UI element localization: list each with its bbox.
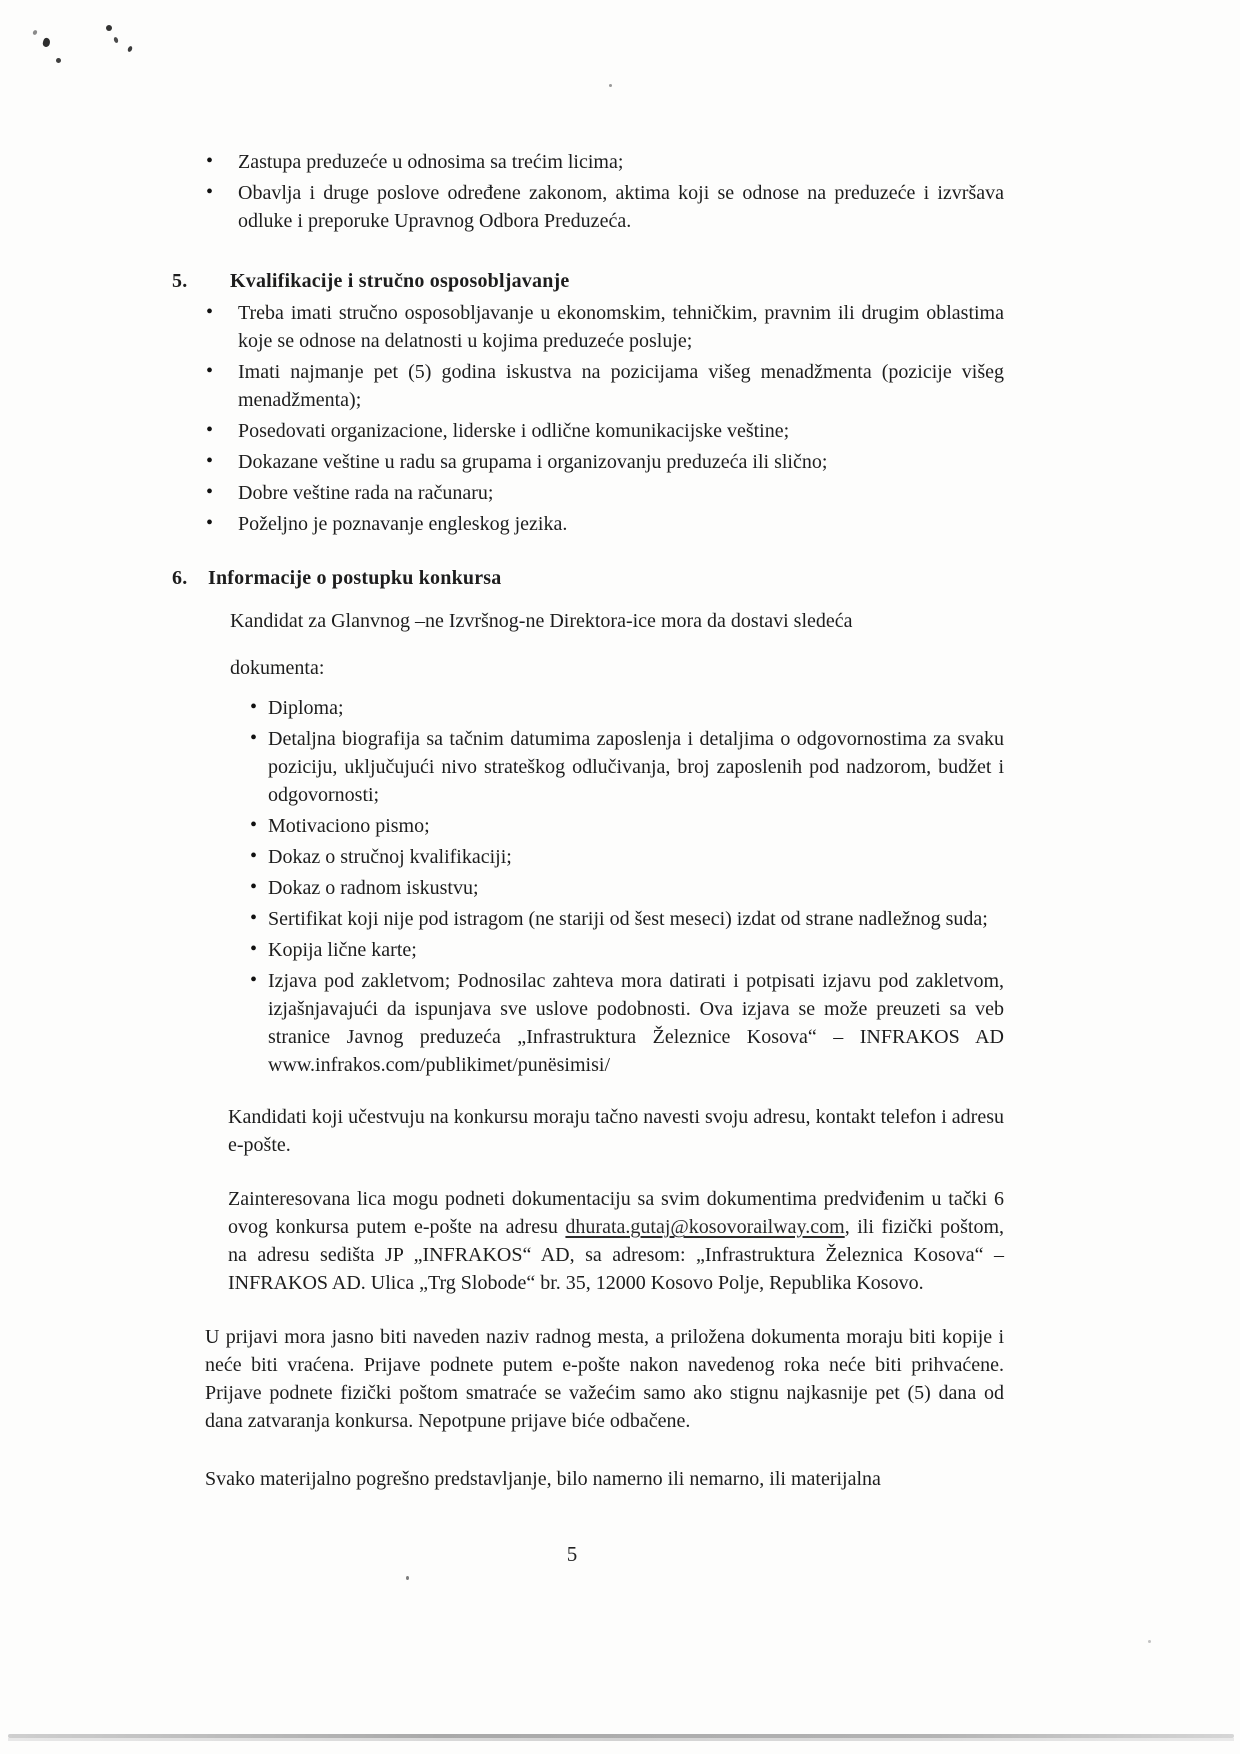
list-item — [172, 448, 1004, 476]
list-item — [172, 936, 1004, 964]
bullet-icon: • — [206, 181, 214, 203]
list-item — [172, 843, 1004, 871]
page-number: 5 — [566, 1542, 578, 1566]
list-item — [172, 479, 1004, 507]
bullet-icon: • — [206, 512, 214, 534]
bullet-text: Diploma; — [268, 697, 344, 719]
section-6-intro — [230, 598, 1004, 692]
bullet-icon: • — [250, 696, 258, 718]
list-item — [172, 358, 1004, 414]
bullet-text: Poželjno je poznavanje engleskog jezika. — [238, 513, 568, 535]
scan-speck — [609, 84, 612, 87]
required-documents-bullet-list — [172, 694, 1004, 1079]
scan-speck — [1148, 1640, 1151, 1643]
bullet-text: Detaljna biografija sa tačnim datumima zaposlenja i detaljima o odgovornostima za svaku poziciju, uključujući nivo strateškog odlučivanja, broj zaposlenih pod nadzorom, budžet i odgovornosti; — [268, 728, 1004, 806]
section-number: 6. — [172, 567, 188, 589]
intro-line: Kandidat za Glanvnog –ne Izvršnog-ne Direktora-ice mora da dostavi sledeća — [230, 610, 853, 632]
scan-speck — [32, 29, 38, 35]
paragraph-text: , ili fizički poštom, na adresu sedišta JP „INFRAKOS“ AD, sa adresom: „Infrastruktura Železnica Kosova“ – INFRAKOS AD. Ulica „Trg Slobode“ br. 35, 12000 Kosovo Polje, Republika Kosovo. — [228, 1216, 1004, 1294]
list-item — [172, 299, 1004, 355]
bullet-icon: • — [250, 814, 258, 836]
bullet-icon: • — [206, 419, 214, 441]
paragraph-text: Zainteresovana lica mogu podneti dokumentaciju sa svim dokumentima predviđenim u tački 6 ovog konkursa putem e-pošte na adresu — [228, 1188, 1004, 1238]
duties-bullet-list — [172, 148, 1004, 235]
scan-edge-artifact — [8, 1738, 1234, 1741]
bullet-text: Posedovati organizacione, liderske i odlične komunikacijske veštine; — [238, 420, 790, 442]
section-6-heading — [172, 564, 1004, 592]
list-item — [172, 179, 1004, 235]
section-title: Informacije o postupku konkursa — [208, 567, 502, 589]
list-item — [172, 694, 1004, 722]
bullet-icon: • — [250, 845, 258, 867]
paragraph-u-prijavi: U prijavi mora jasno biti naveden naziv radnog mesta, a priložena dokumenta moraju biti kopije i neće biti vraćena. Prijave podnete putem e-pošte nakon navedenog roka neće biti prihvaćene. Prijave podnete fizički poštom smatraće se važećim samo ako stignu najkasnije pet (5) dana od dana zatvaranja konkursa. Nepotpune prijave biće odbačene. — [205, 1326, 1004, 1432]
paragraph-zainteresovana — [228, 1185, 1004, 1297]
scan-edge-artifact-line — [8, 1734, 1234, 1738]
intro-line: dokumenta: — [230, 657, 325, 679]
bullet-text: Sertifikat koji nije pod istragom (ne stariji od šest meseci) izdat od strane nadležnog suda; — [268, 908, 988, 930]
bullet-text: Dokazane veštine u radu sa grupama i organizovanju preduzeća ili slično; — [238, 451, 828, 473]
bullet-icon: • — [250, 969, 258, 991]
bullet-text: Dokaz o stručnoj kvalifikaciji; — [268, 846, 512, 868]
list-item — [172, 510, 1004, 538]
bullet-text: Izjava pod zakletvom; Podnosilac zahteva mora datirati i potpisati izjavu pod zakletvom, izjašnjavajući da ispunjava sve uslove podobnosti. Ova izjava se može preuzeti sa veb stranice Javnog preduzeća „Infrastruktura Železnice Kosova“ – INFRAKOS AD www.infrakos.com/publikimet/punësimisi/ — [268, 970, 1004, 1076]
bullet-icon: • — [250, 907, 258, 929]
bullet-icon: • — [206, 360, 214, 382]
paragraph-svako: Svako materijalno pogrešno predstavljanje, bilo namerno ili nemarno, ili materijalna — [205, 1468, 881, 1490]
qualifications-bullet-list — [172, 299, 1004, 538]
bullet-text: Dokaz o radnom iskustvu; — [268, 877, 479, 899]
bullet-text: Imati najmanje pet (5) godina iskustva na pozicijama višeg menadžmenta (pozicije višeg menadžmenta); — [238, 361, 1004, 411]
scan-speck — [406, 1576, 409, 1580]
list-item — [172, 874, 1004, 902]
bullet-text: Kopija lične karte; — [268, 939, 417, 961]
email-address-link: dhurata.gutaj@kosovorailway.com — [565, 1216, 845, 1238]
scan-speck — [127, 45, 133, 52]
section-title: Kvalifikacije i stručno osposobljavanje — [230, 270, 570, 292]
scan-speck — [42, 37, 51, 48]
bullet-icon: • — [206, 301, 214, 323]
list-item — [172, 148, 1004, 176]
bullet-icon: • — [250, 876, 258, 898]
list-item — [172, 905, 1004, 933]
scan-speck — [113, 36, 119, 43]
bullet-text: Motivaciono pismo; — [268, 815, 430, 837]
bullet-text: Treba imati stručno osposobljavanje u ekonomskim, tehničkim, pravnim ili drugim oblastima koje se odnose na delatnosti u kojima preduzeće posluje; — [238, 302, 1004, 352]
bullet-icon: • — [206, 150, 214, 172]
list-item — [172, 725, 1004, 809]
list-item — [172, 967, 1004, 1079]
document-body — [172, 148, 1004, 1493]
list-item — [172, 417, 1004, 445]
bullet-icon: • — [206, 481, 214, 503]
bullet-icon: • — [206, 450, 214, 472]
list-item — [172, 812, 1004, 840]
section-5-heading — [172, 267, 1004, 295]
section-number: 5. — [172, 270, 188, 292]
bullet-icon: • — [250, 938, 258, 960]
bullet-text: Obavlja i druge poslove određene zakonom, aktima koji se odnose na preduzeće i izvršava odluke i preporuke Upravnog Odbora Preduzeća. — [238, 182, 1004, 232]
scan-speck — [106, 25, 112, 31]
bullet-icon: • — [250, 727, 258, 749]
bullet-text: Dobre veštine rada na računaru; — [238, 482, 494, 504]
bullet-text: Zastupa preduzeće u odnosima sa trećim licima; — [238, 151, 624, 173]
paragraph-kandidati: Kandidati koji učestvuju na konkursu moraju tačno navesti svoju adresu, kontakt telefon i adresu e-pošte. — [228, 1106, 1004, 1156]
scan-speck — [56, 58, 61, 63]
